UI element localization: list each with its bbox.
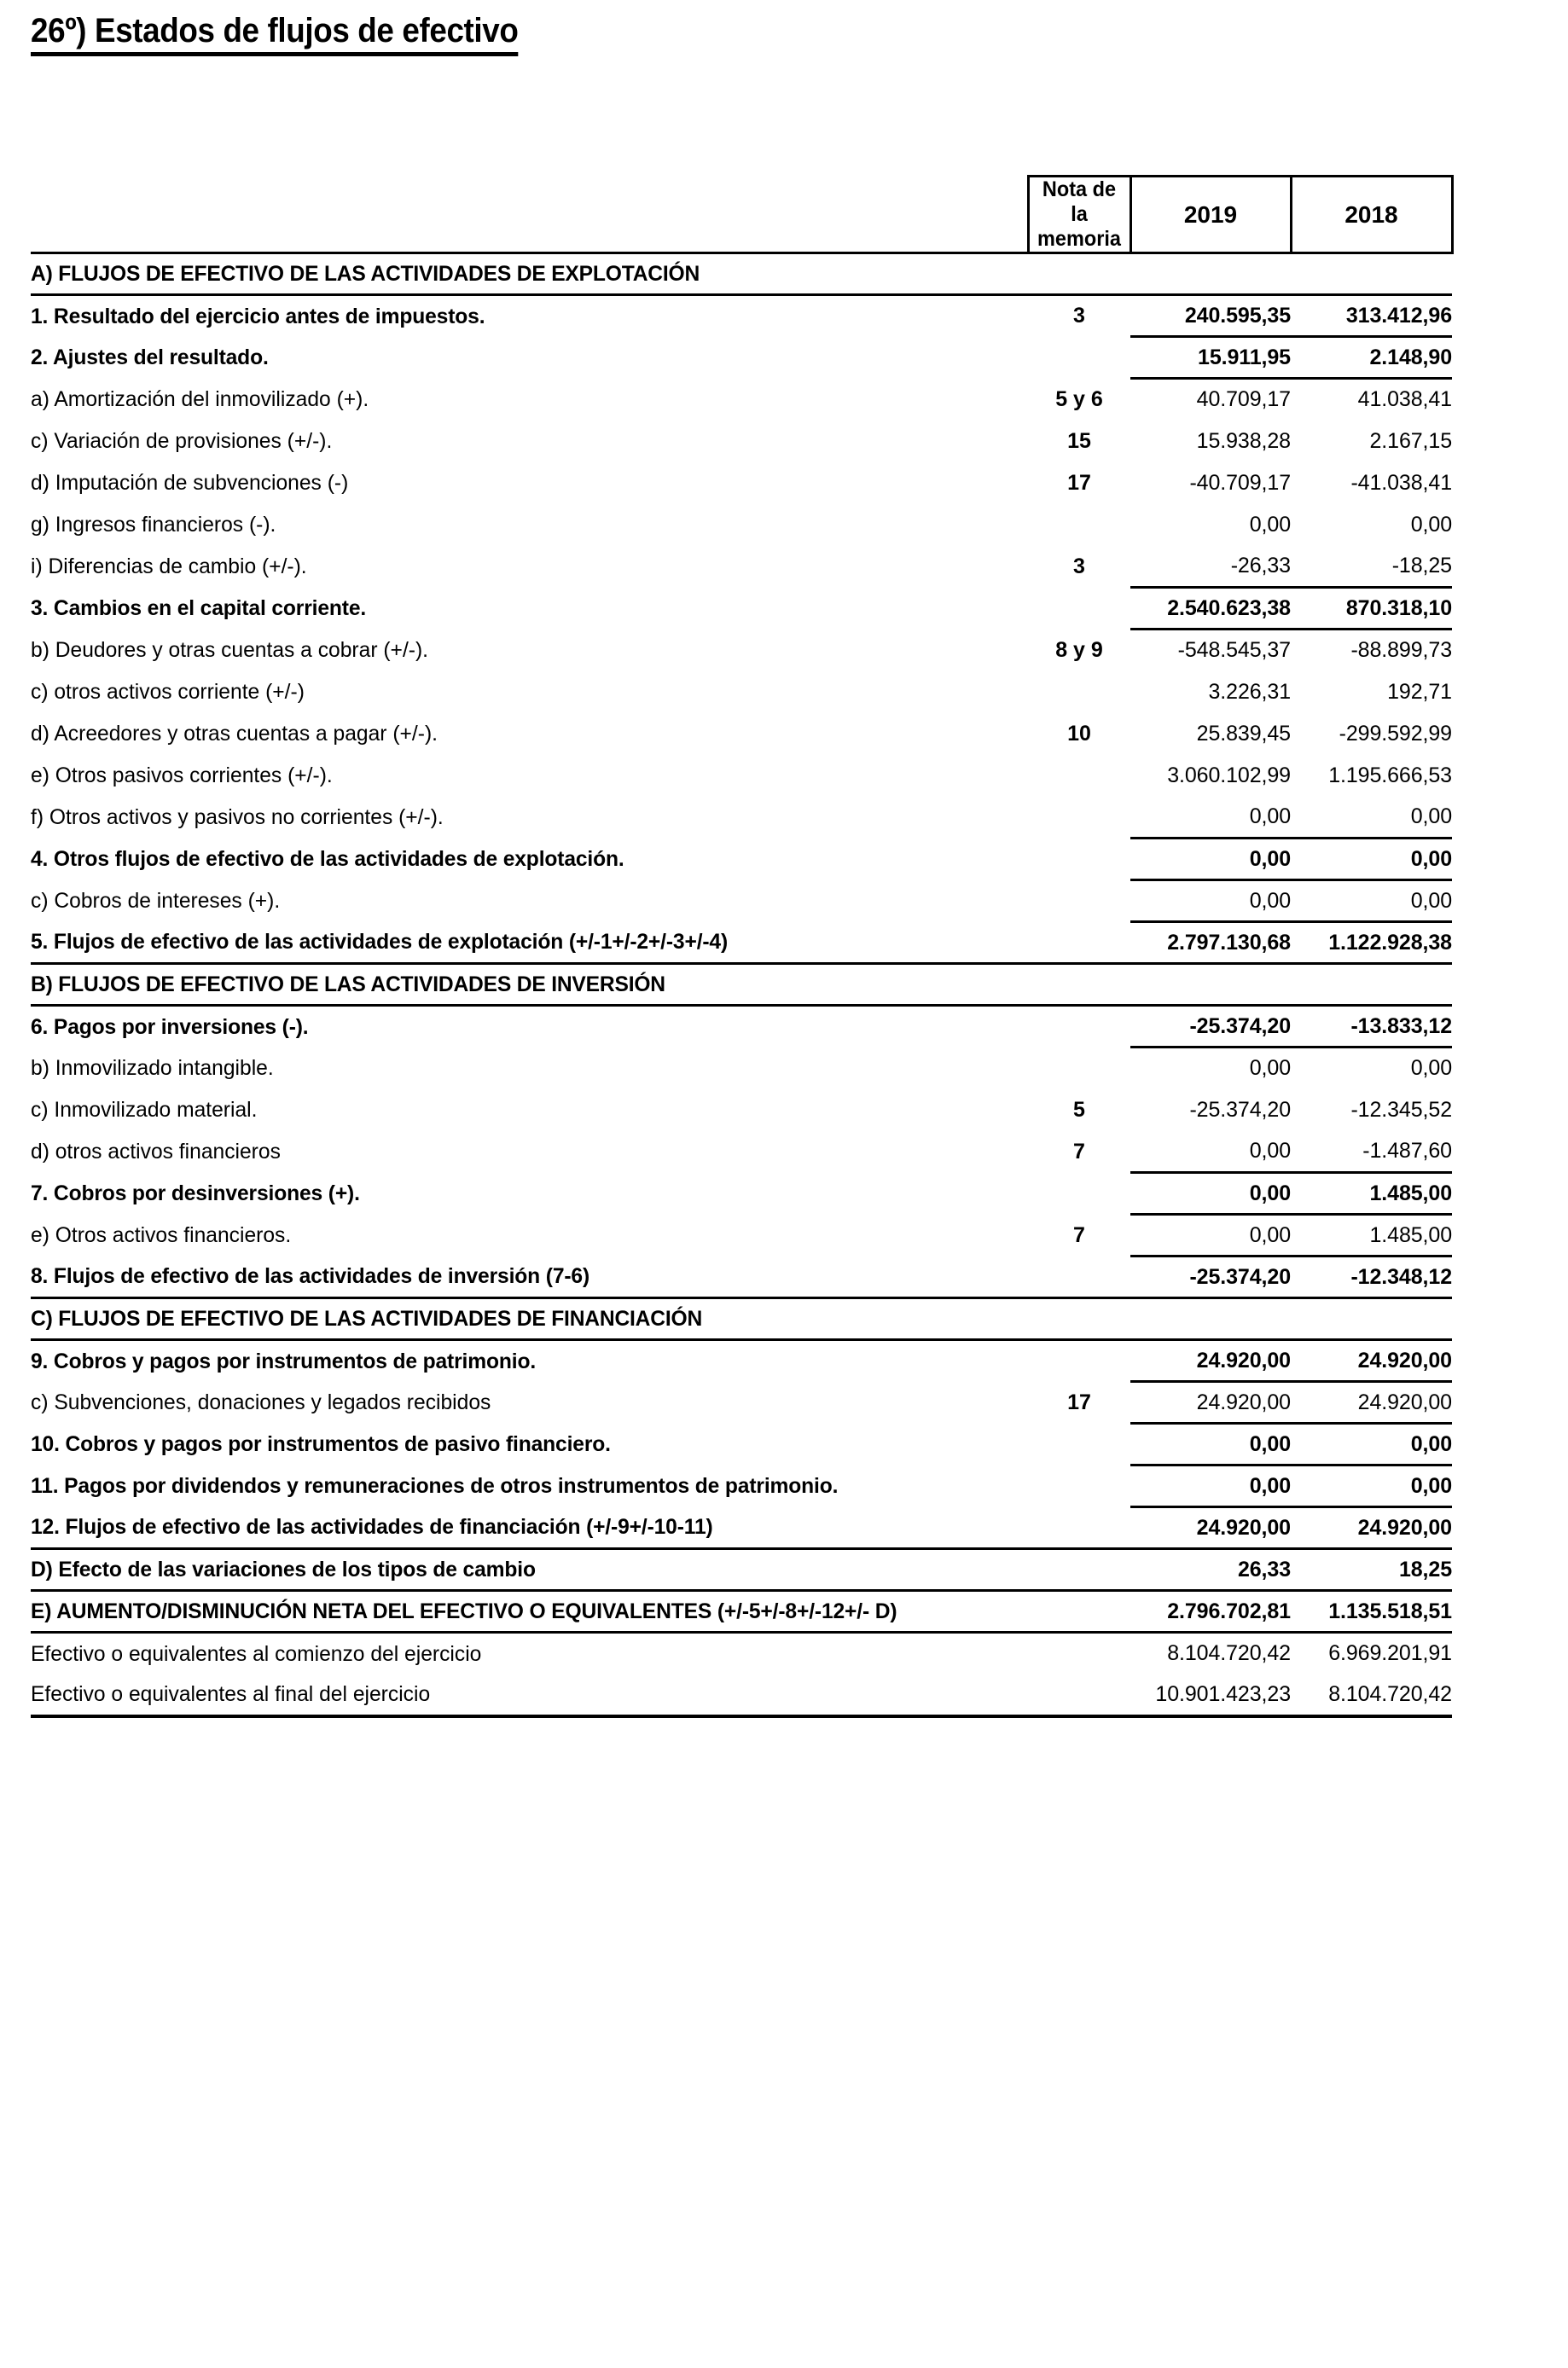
row-value-2019: 0,00 — [1249, 804, 1291, 828]
row-value-2018: 24.920,00 — [1291, 1507, 1452, 1549]
table-row — [31, 1633, 1452, 1674]
table-row — [31, 797, 1452, 839]
table-row — [31, 922, 1452, 964]
header-concept — [31, 177, 1028, 253]
row-note-reference — [1028, 1340, 1130, 1382]
row-value-2018: 0,00 — [1410, 512, 1452, 537]
table-row — [31, 1131, 1452, 1173]
cash-flow-table — [31, 175, 1454, 1718]
row-value-2018: 0,00 — [1291, 839, 1452, 880]
row-value-2018: 8.104.720,42 — [1291, 1674, 1452, 1716]
header-note-line-2: la — [1071, 202, 1088, 226]
row-value-2018: 41.038,41 — [1357, 387, 1452, 412]
table-body — [31, 253, 1452, 1716]
table-row — [31, 1215, 1452, 1257]
table-row — [31, 1173, 1452, 1215]
row-concept-label: 2. Ajustes del resultado. — [31, 345, 269, 369]
table-row — [31, 839, 1452, 880]
table-row — [31, 671, 1452, 713]
table-row — [31, 421, 1452, 462]
table-row — [31, 880, 1452, 922]
row-value-2019: 3.226,31 — [1208, 679, 1291, 704]
row-note-reference — [1028, 880, 1130, 922]
row-note-reference: 3 — [1073, 304, 1085, 328]
row-note-reference — [1028, 755, 1130, 797]
row-note-reference — [1028, 964, 1130, 1006]
row-value-2018: 24.920,00 — [1357, 1390, 1452, 1414]
row-concept-label: C) FLUJOS DE EFECTIVO DE LAS ACTIVIDADES DE FINANCIACIÓN — [31, 1298, 1013, 1340]
table-row — [31, 1465, 1452, 1507]
row-value-2019: 0,00 — [1130, 839, 1291, 880]
row-value-2019: 0,00 — [1130, 1173, 1291, 1215]
row-value-2019: 240.595,35 — [1184, 303, 1291, 328]
row-value-2019: 40.709,17 — [1196, 387, 1291, 412]
row-note-reference — [1028, 671, 1130, 713]
row-value-2018: -13.833,12 — [1291, 1006, 1452, 1048]
row-value-2018: 1.135.518,51 — [1291, 1591, 1452, 1633]
row-note-reference: 10 — [1067, 721, 1091, 746]
row-note-reference — [1028, 1465, 1130, 1507]
table-row — [31, 1298, 1452, 1340]
row-concept-label: 5. Flujos de efectivo de las actividades de explotación (+/-1+/-2+/-3+/-4) — [31, 922, 1013, 964]
row-note-reference — [1028, 337, 1130, 379]
row-note-reference — [1028, 839, 1130, 880]
row-note-reference — [1028, 1257, 1130, 1298]
row-value-2018: 6.969.201,91 — [1328, 1641, 1452, 1666]
table-row — [31, 1424, 1452, 1465]
row-value-2019: 2.540.623,38 — [1130, 588, 1291, 630]
row-concept-label: c) Subvenciones, donaciones y legados recibidos — [31, 1390, 491, 1414]
row-value-2018: 18,25 — [1291, 1549, 1452, 1591]
row-value-2018: -18,25 — [1391, 553, 1452, 577]
row-value-2018: 870.318,10 — [1291, 588, 1452, 630]
row-value-2019: -26,33 — [1230, 553, 1291, 577]
row-concept-label: f) Otros activos y pasivos no corrientes (+/-). — [31, 804, 444, 829]
row-note-reference — [1028, 922, 1130, 964]
table-row — [31, 1089, 1452, 1131]
row-note-reference — [1028, 1507, 1130, 1549]
row-value-2018: 0,00 — [1291, 1424, 1452, 1465]
table-row — [31, 1257, 1452, 1298]
row-concept-label: 11. Pagos por dividendos y remuneraciones de otros instrumentos de patrimonio. — [31, 1473, 839, 1498]
table-row — [31, 1382, 1452, 1424]
row-value-2019: -40.709,17 — [1189, 470, 1291, 495]
row-note-reference: 5 — [1073, 1097, 1085, 1122]
row-note-reference — [1028, 504, 1130, 546]
row-value-2019: 0,00 — [1249, 1056, 1291, 1081]
row-note-reference — [1028, 1173, 1130, 1215]
row-value-2018: -1.487,60 — [1362, 1138, 1452, 1163]
row-concept-label: e) Otros activos financieros. — [31, 1222, 292, 1247]
row-concept-label: i) Diferencias de cambio (+/-). — [31, 554, 307, 578]
table-row — [31, 504, 1452, 546]
header-note-line-3: memoria — [1037, 227, 1121, 251]
row-concept-label: c) Variación de provisiones (+/-). — [31, 428, 333, 453]
row-note-reference: 17 — [1067, 470, 1091, 495]
row-concept-label: c) Cobros de intereses (+). — [31, 888, 281, 913]
row-value-2019: 0,00 — [1249, 888, 1291, 913]
row-value-2018: 2.167,15 — [1369, 428, 1452, 453]
table-row — [31, 253, 1452, 295]
row-concept-label: Efectivo o equivalentes al final del ejercicio — [31, 1674, 1013, 1716]
row-value-2019: -25.374,20 — [1130, 1257, 1291, 1298]
row-value-2019: -25.374,20 — [1130, 1006, 1291, 1048]
row-concept-label: 4. Otros flujos de efectivo de las actividades de explotación. — [31, 846, 624, 871]
row-value-2019 — [1130, 253, 1291, 295]
header-note-line-1: Nota de — [1042, 177, 1117, 201]
row-value-2018: -88.899,73 — [1350, 638, 1452, 663]
row-note-reference — [1028, 1549, 1130, 1591]
row-value-2018: -12.348,12 — [1291, 1257, 1452, 1298]
table-row — [31, 1048, 1452, 1089]
row-value-2018: 1.195.666,53 — [1328, 763, 1452, 787]
table-row — [31, 1591, 1452, 1633]
row-value-2018: -299.592,99 — [1339, 721, 1452, 746]
row-value-2018: 0,00 — [1410, 1056, 1452, 1081]
header-year-2018: 2018 — [1291, 177, 1452, 253]
row-concept-label: 1. Resultado del ejercicio antes de impuestos. — [31, 304, 485, 328]
row-value-2019: 2.796.702,81 — [1130, 1591, 1291, 1633]
row-value-2018 — [1291, 1298, 1452, 1340]
row-note-reference: 15 — [1067, 428, 1091, 453]
row-value-2019: 3.060.102,99 — [1167, 763, 1291, 787]
row-note-reference: 17 — [1067, 1390, 1091, 1414]
row-note-reference — [1028, 253, 1130, 295]
table-row — [31, 964, 1452, 1006]
table-row — [31, 462, 1452, 504]
row-value-2019 — [1130, 964, 1291, 1006]
row-value-2019: 0,00 — [1249, 1138, 1291, 1163]
row-value-2018: 313.412,96 — [1345, 303, 1452, 328]
row-value-2018 — [1291, 964, 1452, 1006]
row-note-reference — [1028, 1006, 1130, 1048]
row-value-2018: 24.920,00 — [1291, 1340, 1452, 1382]
row-value-2019 — [1130, 1298, 1291, 1340]
row-note-reference: 7 — [1073, 1222, 1085, 1247]
row-note-reference — [1028, 1048, 1130, 1089]
row-value-2019: 0,00 — [1249, 1222, 1291, 1247]
row-note-reference — [1028, 1424, 1130, 1465]
row-value-2019: 8.104.720,42 — [1167, 1641, 1291, 1666]
row-note-reference — [1028, 1298, 1130, 1340]
row-value-2019: -548.545,37 — [1177, 638, 1291, 663]
row-note-reference — [1028, 588, 1130, 630]
row-value-2019: 0,00 — [1249, 512, 1291, 537]
row-concept-label: 9. Cobros y pagos por instrumentos de patrimonio. — [31, 1349, 537, 1373]
row-value-2019: 2.797.130,68 — [1130, 922, 1291, 964]
row-note-reference: 7 — [1073, 1139, 1085, 1164]
row-value-2019: 24.920,00 — [1130, 1340, 1291, 1382]
row-value-2018: 2.148,90 — [1291, 337, 1452, 379]
row-concept-label: g) Ingresos financieros (-). — [31, 512, 276, 537]
row-concept-label: d) Imputación de subvenciones (-) — [31, 470, 349, 495]
table-row — [31, 379, 1452, 421]
table-row — [31, 1340, 1452, 1382]
row-concept-label: 7. Cobros por desinversiones (+). — [31, 1181, 360, 1205]
row-value-2018: 0,00 — [1410, 804, 1452, 828]
row-concept-label: 3. Cambios en el capital corriente. — [31, 595, 367, 620]
row-value-2018: 192,71 — [1387, 679, 1452, 704]
table-row — [31, 630, 1452, 671]
table-row — [31, 1674, 1452, 1716]
table-header-row — [31, 177, 1452, 253]
row-concept-label: e) Otros pasivos corrientes (+/-). — [31, 763, 333, 787]
row-value-2019: 0,00 — [1130, 1424, 1291, 1465]
row-note-reference: 8 y 9 — [1055, 637, 1103, 662]
row-concept-label: b) Deudores y otras cuentas a cobrar (+/-). — [31, 637, 429, 662]
row-note-reference — [1028, 1674, 1130, 1716]
row-concept-label: d) otros activos financieros — [31, 1139, 281, 1164]
row-note-reference — [1028, 1633, 1130, 1674]
row-value-2018: -41.038,41 — [1350, 470, 1452, 495]
row-concept-label: a) Amortización del inmovilizado (+). — [31, 386, 369, 411]
row-value-2018: 1.485,00 — [1369, 1222, 1452, 1247]
row-concept-label: Efectivo o equivalentes al comienzo del ejercicio — [31, 1641, 482, 1666]
row-note-reference — [1028, 1591, 1130, 1633]
row-value-2018: 1.485,00 — [1291, 1173, 1452, 1215]
table-row — [31, 1006, 1452, 1048]
page-title: 26º) Estados de flujos de efectivo — [31, 12, 518, 56]
row-value-2019: 15.938,28 — [1196, 428, 1291, 453]
table-row — [31, 337, 1452, 379]
row-concept-label: D) Efecto de las variaciones de los tipos de cambio — [31, 1549, 1013, 1591]
row-value-2018: 1.122.928,38 — [1291, 922, 1452, 964]
row-value-2019: 0,00 — [1130, 1465, 1291, 1507]
row-concept-label: 10. Cobros y pagos por instrumentos de pasivo financiero. — [31, 1431, 611, 1456]
row-concept-label: b) Inmovilizado intangible. — [31, 1055, 274, 1080]
row-note-reference: 5 y 6 — [1055, 386, 1103, 411]
row-value-2019: 25.839,45 — [1196, 721, 1291, 746]
row-value-2018: -12.345,52 — [1350, 1097, 1452, 1122]
row-value-2018: 0,00 — [1291, 1465, 1452, 1507]
row-value-2018 — [1291, 253, 1452, 295]
row-concept-label: A) FLUJOS DE EFECTIVO DE LAS ACTIVIDADES DE EXPLOTACIÓN — [31, 253, 1013, 295]
row-value-2019: 10.901.423,23 — [1130, 1674, 1291, 1716]
table-row — [31, 755, 1452, 797]
row-note-reference — [1028, 797, 1130, 839]
row-note-reference: 3 — [1073, 554, 1085, 578]
row-value-2019: 26,33 — [1130, 1549, 1291, 1591]
table-row — [31, 713, 1452, 755]
row-value-2019: -25.374,20 — [1189, 1097, 1291, 1122]
table-row — [31, 588, 1452, 630]
row-value-2019: 24.920,00 — [1130, 1507, 1291, 1549]
table-row — [31, 295, 1452, 337]
row-value-2019: 15.911,95 — [1130, 337, 1291, 379]
row-concept-label: c) otros activos corriente (+/-) — [31, 679, 305, 704]
table-row — [31, 1507, 1452, 1549]
header-note-column — [1031, 177, 1128, 253]
row-concept-label: c) Inmovilizado material. — [31, 1097, 258, 1122]
row-concept-label: E) AUMENTO/DISMINUCIÓN NETA DEL EFECTIVO O EQUIVALENTES (+/-5+/-8+/-12+/- D) — [31, 1591, 1013, 1633]
row-concept-label: B) FLUJOS DE EFECTIVO DE LAS ACTIVIDADES DE INVERSIÓN — [31, 964, 1013, 1006]
row-concept-label: 6. Pagos por inversiones (-). — [31, 1014, 309, 1039]
row-concept-label: d) Acreedores y otras cuentas a pagar (+/-). — [31, 721, 438, 746]
row-concept-label: 8. Flujos de efectivo de las actividades de inversión (7-6) — [31, 1257, 1013, 1298]
header-year-2019: 2019 — [1130, 177, 1291, 253]
row-value-2018: 0,00 — [1410, 888, 1452, 913]
table-row — [31, 1549, 1452, 1591]
row-value-2019: 24.920,00 — [1196, 1390, 1291, 1414]
row-concept-label: 12. Flujos de efectivo de las actividades de financiación (+/-9+/-10-11) — [31, 1507, 1013, 1549]
table-row — [31, 546, 1452, 588]
